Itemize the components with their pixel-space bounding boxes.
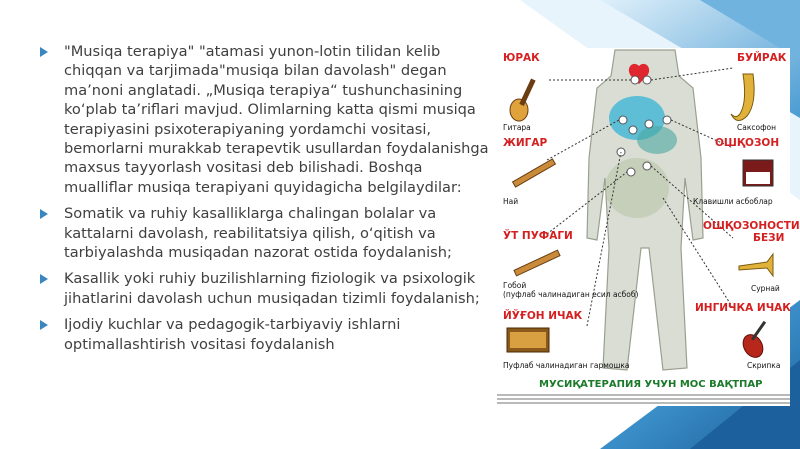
guitar-icon <box>510 78 536 121</box>
keyboard-icon <box>743 160 773 186</box>
music-therapy-figure <box>497 48 800 406</box>
saxophone-icon <box>731 74 754 121</box>
label-pancreas-2: БЕЗИ <box>753 232 785 244</box>
label-gallbladder: ЎТ ПУФАГИ <box>503 230 573 242</box>
caption-trumpet: Сурнай <box>751 284 780 293</box>
bullet-arrow-icon <box>40 209 48 219</box>
human-body-icon <box>587 50 703 370</box>
bullet-list <box>38 42 493 361</box>
violin-icon <box>739 321 767 361</box>
caption-saxophone: Саксофон <box>737 123 776 132</box>
music-notes-strip <box>497 395 790 403</box>
trumpet-icon <box>739 254 773 276</box>
label-stomach: ОШҚОЗОН <box>715 137 780 149</box>
label-heart: ЮРАК <box>503 52 540 64</box>
caption-keyboard: Клавишли асбоблар <box>693 197 773 206</box>
flute-icon <box>513 159 556 187</box>
label-large-intestine: ЙЎҒОН ИЧАК <box>503 310 583 322</box>
bullet-item: Ijodiy kuchlar va pedagogik-tarbiyaviy ishlarni optimallashtirish vositasi foydalanish <box>38 315 493 354</box>
caption-oboe-2: (пуфлаб чалинадиган есил асбоб) <box>503 290 639 299</box>
caption-oboe-1: Гобой <box>503 281 527 290</box>
caption-guitar: Гитара <box>503 123 531 132</box>
oboe-icon <box>514 250 560 276</box>
bullet-arrow-icon <box>40 274 48 284</box>
label-kidney: БУЙРАК <box>737 52 787 64</box>
bullet-arrow-icon <box>40 47 48 57</box>
caption-flute: Най <box>503 197 519 206</box>
label-pancreas-1: ОШҚОЗОНОСТИ <box>703 220 800 232</box>
caption-violin: Скрипка <box>747 361 781 370</box>
label-small-intestine: ИНГИЧКА ИЧАК <box>695 302 791 314</box>
figure-drawing <box>497 48 800 406</box>
figure-banner: МУСИҚАТЕРАПИЯ УЧУН МОС ВАҚТПАР <box>539 379 763 390</box>
caption-harmonica: Пуфлаб чалинадиган гармошка <box>503 361 630 370</box>
bullet-item: "Musiqa terapiya" "atamasi yunon-lotin tilidan kelib chiqqan va tarjimada"musiqa bilan davolash" degan ma’noni anglatadi. „Musiqa terapiya“ tushunchasining ko‘plab ta’riflari mavjud. Olimlarning katta qismi musiqa terapiyasini psixoterapiyaning yordamchi vositasi, bemorlarni murakkab terapevtik usullardan foydalanishga maxsus tayyorlash vositasi deb bilishadi. Boshqa mualliflar musiqa terapiyani quyidagicha belgilaydilar: <box>38 42 493 197</box>
bullet-item: Somatik va ruhiy kasalliklarga chalingan bolalar va kattalarni davolash, reabilitatsiya qilish, o‘qitish va tarbiyalashda musiqadan nazorat ostida foydalanish; <box>38 204 493 262</box>
bullet-item: Kasallik yoki ruhiy buzilishlarning fiziologik va psixologik jihatlarini davolash uchun musiqadan tizimli foydalanish; <box>38 269 493 308</box>
harmonica-icon <box>507 328 549 352</box>
bullet-arrow-icon <box>40 320 48 330</box>
label-liver: ЖИГАР <box>503 137 548 149</box>
